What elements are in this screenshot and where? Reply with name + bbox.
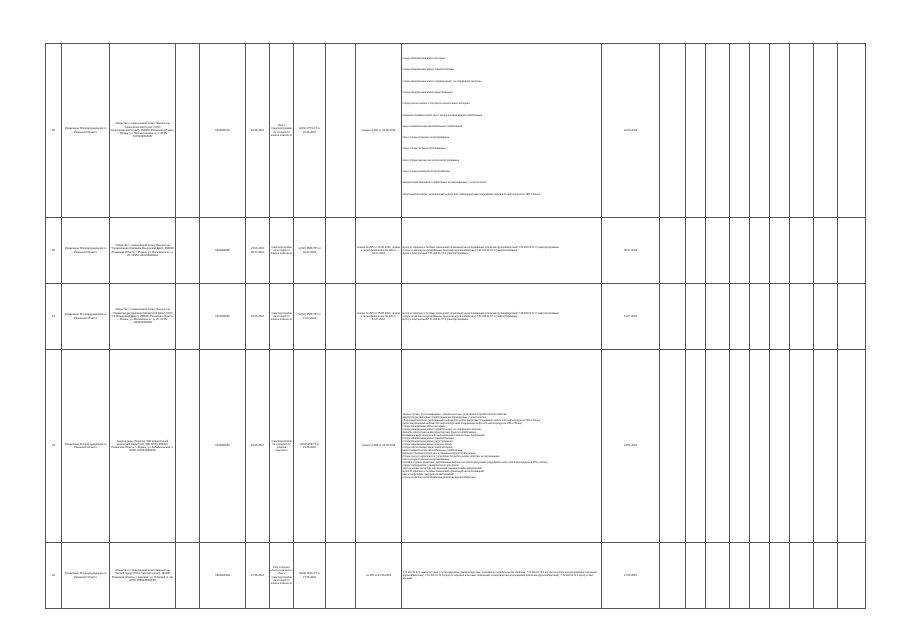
waste-item: обтирочный материал, загрязненный нефтью или нефтепродуктами (содержание нефти или нефтепродуктов 15% и более) (402, 192, 541, 196)
empty-cell (790, 284, 814, 350)
waste-item: отходы минеральных масел индустриальных (402, 90, 453, 94)
empty-cell (814, 218, 838, 284)
empty-cell (730, 543, 750, 609)
waste-item: лом и отходы стальные несортированные (402, 458, 450, 461)
empty-cell (750, 284, 770, 350)
empty-cell (770, 543, 790, 609)
company-cell: Общество с ограниченной ответственностью "Управляющая компания Мещерский Двор" (ООО "УК Мещерский Двор"), 390000, Рязанская область, г. Рязань, ул. Московское ш., д. 20, ОГРН 1146234000000 (110, 284, 176, 350)
empty-cell (838, 218, 866, 284)
empty-cell (838, 543, 866, 609)
waste-item: смет с территории предприятия малоопасный (402, 473, 454, 476)
empty-cell (176, 284, 200, 350)
authority-cell: Управление Росприроднадзора по Рязанской области (62, 543, 110, 609)
authority-cell: Управление Росприроднадзора по Рязанской области (62, 284, 110, 350)
waste-item: опилки и стружка древесные, загрязненные нефтью или нефтепродуктами (содержание нефти или нефтепродуктов 15% и более) (402, 461, 548, 464)
waste-item: покрышки пневматических шин с тканевым кордом отработанные (402, 452, 476, 455)
empty-cell (750, 218, 770, 284)
authority-cell: Управление Росприроднадзора по Рязанской области (62, 44, 110, 218)
company-cell: Общество с ограниченной ответственностью "ЦентрКомплектСтрой" (ООО "ЦентрКомплектСтрой"), 390000, Рязанская область, г. Рязань, ул. Промышленная, д. 1, ОГРН 1076229000000 (110, 44, 176, 218)
order-cell: приказ № 298 от 24.06.2016 (356, 350, 402, 543)
waste-item: лом и отходы стальные несортированные (402, 136, 450, 140)
license-number-cell: №(62)-3580-Т/П от 02.07.2016 (294, 218, 326, 284)
waste-item: лом и отходы алюминия несортированные (402, 170, 451, 174)
date-cell: 23.06.2016 30.07.2016 (246, 218, 270, 284)
registration-date-cell: 11.07.2016 (602, 284, 660, 350)
empty-cell (686, 218, 706, 284)
register-table (45, 43, 866, 609)
date-cell: 22.06.2016 (246, 44, 270, 218)
waste-item: отходы из жилищ несортированные (исключая крупногабаритные) (402, 476, 477, 479)
order-cell: приказ № 295 от 25.06.2016, приказ о переоформлении № 320 от 11.07.2016 (356, 284, 402, 350)
empty-cell (176, 350, 200, 543)
waste-item: мусор и смет уличный 7 31 200 01 72 4 транспортирование (402, 318, 469, 321)
empty-cell (326, 350, 356, 543)
order-cell: приказ № 263 от 22.06.2016 (356, 44, 402, 218)
empty-cell (814, 44, 838, 218)
waste-item: аккумуляторы свинцовые отработанные неповрежденные, с электролитом (402, 416, 486, 419)
empty-cell (660, 350, 686, 543)
empty-cell (790, 44, 814, 218)
registration-date-cell: 22.06.2016 (602, 44, 660, 218)
empty-cell (838, 284, 866, 350)
license-number-cell: №(62)-3580-Т/П от 11.07.2016 (294, 284, 326, 350)
table-row (46, 543, 866, 609)
empty-cell (660, 44, 686, 218)
inn-cell: 6234000090 (200, 218, 246, 284)
waste-item: мусор от офисных и бытовых помещений организаций несортированный (402, 470, 484, 473)
empty-cell (814, 350, 838, 543)
company-cell: Общество с ограниченной ответственностью "Чистый город" (ООО "Чистый город"), 391000, Рязанская область, г. Касимов, ул. Зубковой, д. 20, ОГРН 1086226000000 (110, 543, 176, 609)
empty-cell (660, 218, 686, 284)
waste-item: отходы синтетических масел компрессорных (402, 446, 453, 449)
empty-cell (770, 44, 790, 218)
activity-type-cell: транспортирование отходов I-IV классов опасности (270, 350, 294, 543)
table-row (46, 44, 866, 218)
waste-item: отходы минеральных масел индустриальных (402, 440, 453, 443)
empty-cell (176, 218, 200, 284)
table-row (46, 284, 866, 350)
company-cell: Акционерное общество "390 авиационный ремонтный завод" (АО "390 АРЗ"), 390000, Рязанская область, г. Рязань, ул. Забайкальская, 1, ОГРН 1076234000000 (110, 350, 176, 543)
wastes-cell (402, 543, 602, 609)
inn-cell: 6226006190 (200, 543, 246, 609)
date-cell: 24.06.2016 (246, 350, 270, 543)
activity-type-cell: транспортирование отходов IV класса опасности (270, 284, 294, 350)
waste-item: отходы минеральных масел трансмиссионных (402, 437, 455, 440)
inn-cell: 6229066722 (200, 44, 246, 218)
license-number-cell: №(62)-3597-Т от 24.06.2016 (294, 350, 326, 543)
wastes-cell (402, 44, 602, 218)
empty-cell (326, 543, 356, 609)
empty-cell (838, 44, 866, 218)
waste-item: отходы из жилищ несортированные (исключая крупногабаритные) 7 31 110 01 72 4 транспортирование (402, 315, 518, 318)
waste-item: отходы затвердевшего лакокрасочного материала (402, 464, 459, 467)
empty-cell (730, 350, 750, 543)
waste-item: отходы минеральных масел гидравлических, не содержащих галогены (402, 428, 482, 431)
empty-cell (686, 350, 706, 543)
waste-item: лом и отходы цветных металлов несортированные (402, 158, 460, 162)
registration-date-cell: 30.07.2016 (602, 218, 660, 284)
waste-item: отходы минеральных масел моторных (402, 425, 446, 428)
wastes-cell (402, 218, 602, 284)
waste-item: мусор и смет уличный 7 31 200 01 72 4 транспортирование (402, 252, 469, 255)
waste-item: песок, загрязненный нефтью или нефтепродуктами (содержание нефти или нефтепродуктов 15% и более) (402, 422, 522, 425)
date-cell: 27.06.2016 (246, 543, 270, 609)
table-row (46, 350, 866, 543)
inn-cell: 6234000090 (200, 284, 246, 350)
empty-cell (326, 218, 356, 284)
registration-date-cell: 27.06.2016 (602, 543, 660, 609)
license-number-cell: №(62)-3601-СТ от 27.06.2016 (294, 543, 326, 609)
wastes-cell (402, 284, 602, 350)
authority-cell: Управление Росприроднадзора по Рязанской области (62, 350, 110, 543)
empty-cell (686, 543, 706, 609)
wastes-cell (402, 350, 602, 543)
activity-type-cell: транспортирование отходов IV класса опасности (270, 218, 294, 284)
empty-cell (706, 350, 730, 543)
empty-cell (750, 543, 770, 609)
empty-cell (730, 44, 750, 218)
row-number: 51 (46, 284, 62, 350)
empty-cell (790, 350, 814, 543)
empty-cell (326, 284, 356, 350)
row-number: 50 (46, 44, 62, 218)
waste-item: шины пневматические автомобильные отработанные (402, 124, 463, 128)
empty-cell (706, 218, 730, 284)
empty-cell (706, 44, 730, 218)
date-cell: 23.06.2016 (246, 284, 270, 350)
empty-cell (750, 44, 770, 218)
order-cell: № 302 от 27.06.2016 (356, 543, 402, 609)
activity-type-cell: сбор и транспортирование отходов IV класса опасности (270, 44, 294, 218)
company-cell: Общество с ограниченной ответственностью "Управляющая Компания Мещерский Двор", 390000, Рязанская область, г. Рязань, ул. Московское ш., д. 20, ОГРН 1146234000000 (110, 218, 176, 284)
empty-cell (660, 284, 686, 350)
row-number: 50 (46, 218, 62, 284)
authority-cell: Управление Росприроднадзора по Рязанской области (62, 218, 110, 284)
empty-cell (814, 284, 838, 350)
waste-item: мусор от офисных и бытовых помещений организаций несортированный (исключая крупногабаритный) 7 33 100 01 72 4 транспортирование (402, 312, 559, 315)
waste-item: фильтры очистки масла автотранспортных средств отработанные (402, 431, 477, 434)
empty-cell (790, 218, 814, 284)
empty-cell (660, 543, 686, 609)
waste-item: 4 71 101 01 52 1 лампы ртутные, ртутно-кварцевые, люминесцентные, утратившие потребительские свойства; 7 31 110 01 72 4 отходы из жилищ несортированные (исключая крупногабаритные); 7 33 100 01 72 4 мусор от офисных и бытовых помещений организаций несортированный (исключая крупногабаритный); 7 31 200 01 72 4 мусор и смет уличный (402, 571, 597, 580)
waste-item: тара из черных металлов, загрязненная лакокрасочными материалами (402, 467, 482, 470)
empty-cell (730, 218, 750, 284)
empty-cell (706, 284, 730, 350)
empty-cell (770, 350, 790, 543)
registration-date-cell: 24.06.2016 (602, 350, 660, 543)
waste-item: отходы минеральных масел моторных (402, 57, 446, 61)
waste-item: покрышки пневматических шин с металлическим кордом отработанные (402, 113, 483, 117)
empty-cell (706, 543, 730, 609)
row-number: 31 (46, 350, 62, 543)
empty-cell (686, 284, 706, 350)
table-row (46, 218, 866, 284)
activity-type-cell: сбор отходов I класса опасности, сбор и транспортирование отходов IV класса опасности (270, 543, 294, 609)
inn-cell: 6234083090 (200, 350, 246, 543)
empty-cell (326, 44, 356, 218)
waste-item: лом и отходы чугуна несортированные (402, 147, 446, 151)
waste-item: лампы ртутные, ртутно-кварцевые, люминесцентные, утратившие потребительские свойства (402, 413, 507, 416)
empty-cell (790, 543, 814, 609)
waste-item: отходы минеральных масел гидравлических, не содержащих галогены (402, 79, 482, 83)
empty-cell (838, 350, 866, 543)
waste-item: отходы прочих термопластов, утративших потребительские свойства, не загрязненные (402, 455, 500, 458)
waste-item: отходы минеральных масел компрессорных (402, 443, 452, 446)
waste-item: отходы из жилищ несортированные (исключая крупногабаритные) 7 31 110 01 72 4 транспортирование (402, 249, 518, 252)
waste-item: отходы минеральных масел трансмиссионных (402, 68, 455, 72)
empty-cell (176, 44, 200, 218)
waste-item: аккумуляторы свинцовые отработанные неповрежденные, с электролитом (402, 181, 486, 185)
order-cell: приказ № 295 от 25.06.2016, приказ о переоформлении № 320 от 02.07.2016 (356, 218, 402, 284)
empty-cell (730, 284, 750, 350)
waste-item: обтирочный материал, загрязненный нефтью или нефтепродуктами (содержание нефти или нефтепродуктов 15% и более) (402, 419, 541, 422)
waste-item: всплывшие нефтепродукты из нефтеловушек и аналогичных сооружений (402, 434, 485, 437)
empty-cell (176, 543, 200, 609)
empty-cell (770, 218, 790, 284)
empty-cell (686, 44, 706, 218)
empty-cell (814, 543, 838, 609)
empty-cell (770, 284, 790, 350)
license-number-cell: №(62)-3774-СТ от 22.06.2016 (294, 44, 326, 218)
row-number: 32 (46, 543, 62, 609)
empty-cell (750, 350, 770, 543)
waste-item: мусор от офисных и бытовых помещений организаций несортированный (исключая крупногабаритный) 7 33 100 01 72 4 транспортирование (402, 246, 559, 249)
waste-item: шины пневматические автомобильные отработанные (402, 449, 463, 452)
waste-item: отходы синтетических и полусинтетических масел моторных (402, 102, 470, 106)
